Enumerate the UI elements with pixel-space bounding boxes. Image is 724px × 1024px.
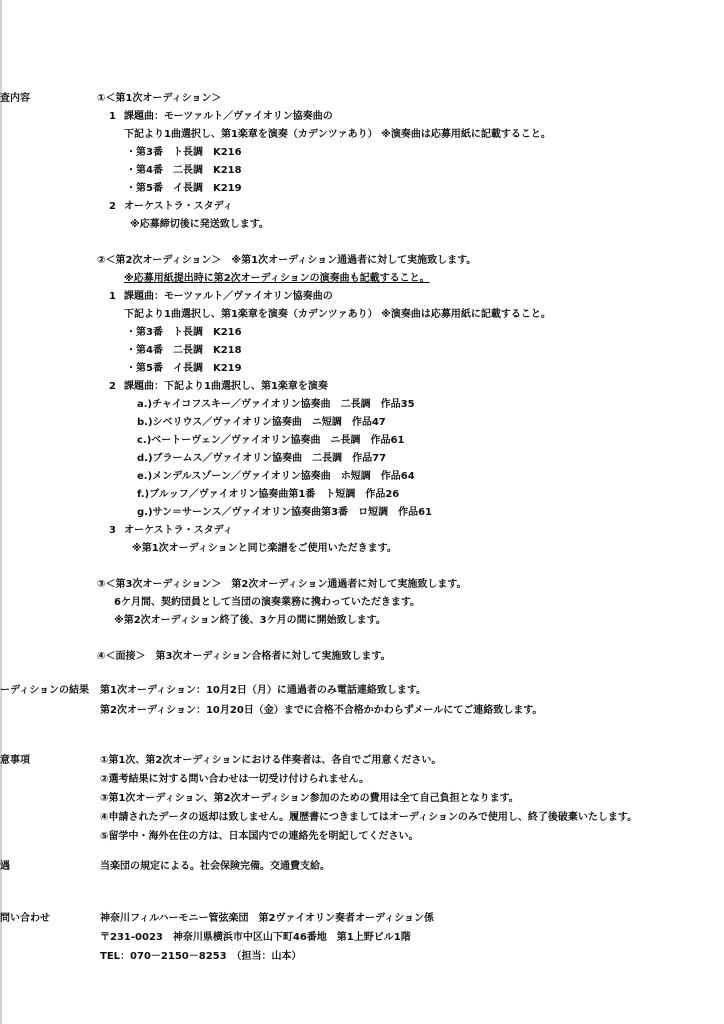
round3-line1: 6ケ月間、契約団員として当団の演奏業務に携わっていただきます。 <box>114 597 421 608</box>
round2-item2-num: 2 <box>109 381 116 392</box>
round2-underline-note: ※応募用紙提出時に第2次オーディションの演奏曲も記載すること。 <box>124 273 430 284</box>
round4-heading: ④＜面接＞ 第3次オーディション合格者に対して実施致します。 <box>97 651 391 662</box>
round1-item2-title: オーケストラ・スタディ <box>124 201 233 212</box>
round1-piece: ・第3番 ト長調 K216 <box>126 147 242 158</box>
note-item: ②選考結果に対する問い合わせは一切受け付けられません。 <box>100 774 370 785</box>
round2-item1-desc: 下記より1曲選択し、第1楽章を演奏（カデンツァあり） ※演奏曲は応募用紙に記載すること。 <box>124 309 551 320</box>
round1-heading: ①＜第1次オーディション＞ <box>97 93 222 104</box>
round1-piece: ・第5番 イ長調 K219 <box>126 183 242 194</box>
round2-item1-title: 課題曲：モーツァルト／ヴァイオリン協奏曲の <box>124 291 333 302</box>
label-inquiry: 問い合わせ <box>0 913 50 924</box>
note-item: ⑤留学中・海外在住の方は、日本国内での連絡先を明記してください。 <box>100 831 419 842</box>
round2-item3-num: 3 <box>109 525 116 536</box>
results-line1: 第1次オーディション：10月2日（月）に通過者のみ電話連絡致します。 <box>100 685 427 696</box>
concerto-item: g.)サン＝サーンス／ヴァイオリン協奏曲第3番 ロ短調 作品61 <box>137 507 433 518</box>
round2-piece: ・第3番 ト長調 K216 <box>126 327 242 338</box>
round3-heading: ③＜第3次オーディション＞ 第2次オーディション通過者に対して実施致します。 <box>97 579 467 590</box>
label-treatment: 遇 <box>0 861 10 872</box>
results-line2: 第2次オーディション：10月20日（金）までに合格不合格かかわらずメールにてご連絡致します。 <box>100 705 543 716</box>
note-item: ③第1次オーディション、第2次オーディション参加のための費用は全て自己負担となります。 <box>100 793 519 804</box>
round2-item3-note: ※第1次オーディションと同じ楽譜をご使用いただきます。 <box>132 543 397 554</box>
concerto-item: c.)ベートーヴェン／ヴァイオリン協奏曲 ニ長調 作品61 <box>137 435 405 446</box>
round1-piece: ・第4番 二長調 K218 <box>126 165 242 176</box>
round2-piece: ・第5番 イ長調 K219 <box>126 363 242 374</box>
round1-item2-num: 2 <box>109 201 116 212</box>
round1-item1-num: 1 <box>109 111 116 122</box>
label-results: ーディションの結果 <box>0 685 89 696</box>
inquiry-line2: 〒231-0023 神奈川県横浜市中区山下町46番地 第1上野ビル1階 <box>100 932 411 943</box>
round2-piece: ・第4番 二長調 K218 <box>126 345 242 356</box>
round1-item1-title: 課題曲：モーツァルト／ヴァイオリン協奏曲の <box>124 111 333 122</box>
label-review: 査内容 <box>0 93 30 104</box>
round1-item2-note: ※応募締切後に発送致します。 <box>130 219 269 230</box>
inquiry-line1: 神奈川フィルハーモニー管弦楽団 第2ヴァイオリン奏者オーディション係 <box>100 913 435 924</box>
round2-item1-num: 1 <box>109 291 116 302</box>
note-item: ①第1次、第2次オーディションにおける伴奏者は、各自でご用意ください。 <box>100 755 442 766</box>
round2-heading: ②＜第2次オーディション＞ ※第1次オーディション通過者に対して実施致します。 <box>97 255 477 266</box>
round2-item3-title: オーケストラ・スタディ <box>124 525 233 536</box>
concerto-item: f.)ブルッフ／ヴァイオリン協奏曲第1番 ト短調 作品26 <box>137 489 400 500</box>
note-item: ④申請されたデータの返却は致しません。履歴書につきましてはオーディションのみで使用し、終了後破棄いたします。 <box>100 812 638 823</box>
round1-item1-desc: 下記より1曲選択し、第1楽章を演奏（カデンツァあり） ※演奏曲は応募用紙に記載すること。 <box>124 129 551 140</box>
concerto-item: d.)ブラームス／ヴァイオリン協奏曲 二長調 作品77 <box>137 453 387 464</box>
treatment-text: 当楽団の規定による。社会保険完備。交通費支給。 <box>100 861 330 872</box>
concerto-item: e.)メンデルスゾーン／ヴァイオリン協奏曲 ホ短調 作品64 <box>137 471 415 482</box>
inquiry-line3: TEL：070－2150－8253 （担当：山本） <box>100 951 302 962</box>
round2-item2-title: 課題曲：下記より1曲選択し、第1楽章を演奏 <box>124 381 328 392</box>
label-notes: 意事項 <box>0 755 30 766</box>
concerto-item: b.)シベリウス／ヴァイオリン協奏曲 ニ短調 作品47 <box>137 417 386 428</box>
round3-line2: ※第2次オーディション終了後、3ケ月の間に開始致します。 <box>114 615 386 626</box>
concerto-item: a.)チャイコフスキー／ヴァイオリン協奏曲 二長調 作品35 <box>137 399 415 410</box>
